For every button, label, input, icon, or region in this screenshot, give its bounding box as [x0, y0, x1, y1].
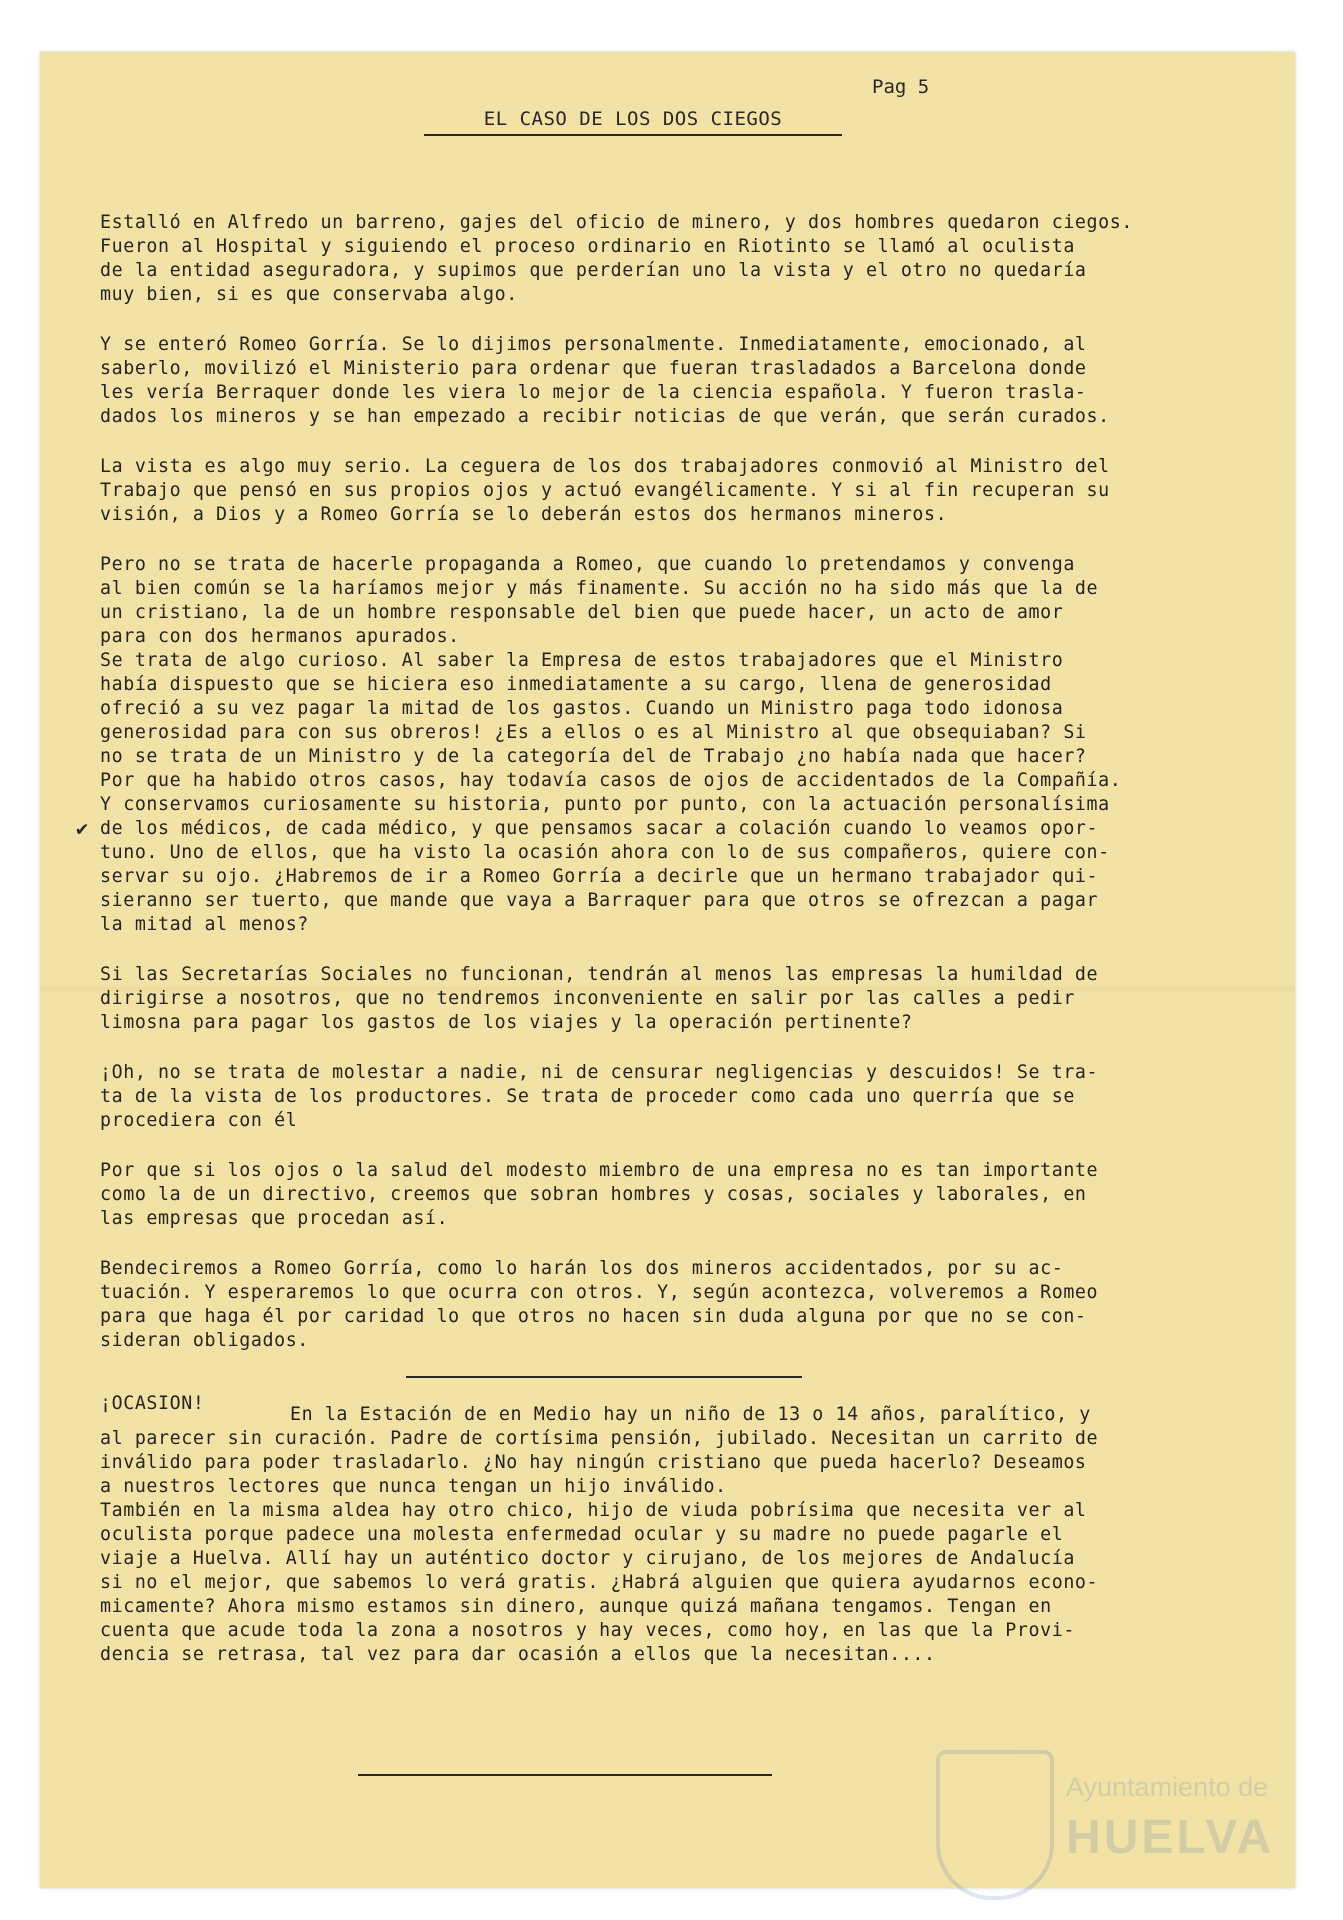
body-line: al parecer sin curación. Padre de cortísima pensión, jubilado. Necesitan un carrito de [100, 1428, 1099, 1449]
body-line: dencia se retrasa, tal vez para dar ocasión a ellos que la necesitan.... [100, 1644, 936, 1665]
body-line: la mitad al menos? [100, 914, 309, 935]
section-divider [406, 1376, 802, 1378]
body-line: las empresas que procedan así. [100, 1208, 449, 1229]
body-line: para con dos hermanos apurados. [100, 626, 460, 647]
body-line: a nuestros lectores que nunca tengan un hijo inválido. [100, 1476, 727, 1497]
body-line: Trabajo que pensó en sus propios ojos y actuó evangélicamente. Y si al fin recuperan su [100, 480, 1110, 501]
body-line: servar su ojo. ¿Habremos de ir a Romeo Gorría a decirle que un hermano trabajador qui- [100, 866, 1099, 887]
body-line: Fueron al Hospital y siguiendo el proceso ordinario en Riotinto se llamó al oculista [100, 236, 1075, 257]
body-line: cuenta que acude toda la zona a nosotros y hay veces, como hoy, en las que la Provi- [100, 1620, 1075, 1641]
page-number: Pag 5 [872, 76, 930, 98]
ayuntamiento-watermark [936, 1746, 1275, 1906]
watermark-line1: Ayuntamiento de [1066, 1772, 1269, 1802]
margin-mark: ✔ [76, 816, 89, 840]
body-line: En la Estación de en Medio hay un niño de 13 o 14 años, paralítico, y [290, 1404, 1091, 1425]
body-line: para que haga él por caridad lo que otros no hacen sin duda alguna por que no se con- [100, 1306, 1087, 1327]
body-line: si no el mejor, que sabemos lo verá gratis. ¿Habrá alguien que quiera ayudarnos econo- [100, 1572, 1099, 1593]
document-title: EL CASO DE LOS DOS CIEGOS [424, 108, 842, 136]
body-line: Si las Secretarías Sociales no funcionan, tendrán al menos las empresas la humildad de [100, 964, 1099, 985]
body-line: dados los mineros y se han empezado a recibir noticias de que verán, que serán curados. [100, 406, 1110, 427]
body-line: viaje a Huelva. Allí hay un auténtico doctor y cirujano, de los mejores de Andalucía [100, 1548, 1075, 1569]
body-line: sieranno ser tuerto, que mande que vaya a Barraquer para que otros se ofrezcan a pagar [100, 890, 1099, 911]
end-divider [358, 1774, 772, 1776]
coat-of-arms-icon [936, 1750, 1054, 1900]
body-line: Y conservamos curiosamente su historia, punto por punto, con la actuación personalísima [100, 794, 1110, 815]
body-line: visión, a Dios y a Romeo Gorría se lo deberán estos dos hermanos mineros. [100, 504, 948, 525]
body-line: de los médicos, de cada médico, y que pensamos sacar a colación cuando lo veamos opor- [100, 818, 1099, 839]
body-line: tuación. Y esperaremos lo que ocurra con otros. Y, según acontezca, volveremos a Romeo [100, 1282, 1099, 1303]
body-line: tuno. Uno de ellos, que ha visto la ocasión ahora con lo de sus compañeros, quiere con- [100, 842, 1110, 863]
body-line: Se trata de algo curioso. Al saber la Empresa de estos trabajadores que el Ministro [100, 650, 1064, 671]
body-line: dirigirse a nosotros, que no tendremos inconveniente en salir por las calles a pedir [100, 988, 1075, 1009]
body-line: Por que ha habido otros casos, hay todavía casos de ojos de accidentados de la Compañía. [100, 770, 1122, 791]
body-line: de la entidad aseguradora, y supimos que perderían uno la vista y el otro no quedaría [100, 260, 1087, 281]
body-line: sideran obligados. [100, 1330, 309, 1351]
body-line: no se trata de un Ministro y de la categoría del de Trabajo ¿no había nada que hacer? [100, 746, 1087, 767]
body-line: Por que si los ojos o la salud del modesto miembro de una empresa no es tan importante [100, 1160, 1099, 1181]
body-line: muy bien, si es que conservaba algo. [100, 284, 518, 305]
body-line: micamente? Ahora mismo estamos sin dinero, aunque quizá mañana tengamos. Tengan en [100, 1596, 1052, 1617]
body-line: al bien común se la haríamos mejor y más finamente. Su acción no ha sido más que la de [100, 578, 1099, 599]
body-line: Pero no se trata de hacerle propaganda a Romeo, que cuando lo pretendamos y convenga [100, 554, 1075, 575]
watermark-line2: HUELVA [1066, 1811, 1275, 1864]
ocasion-heading: ¡OCASION! [100, 1393, 205, 1414]
body-line: un cristiano, la de un hombre responsable del bien que puede hacer, un acto de amor [100, 602, 1064, 623]
body-line: como la de un directivo, creemos que sobran hombres y cosas, sociales y laborales, en [100, 1184, 1087, 1205]
body-line: saberlo, movilizó el Ministerio para ordenar que fueran trasladados a Barcelona donde [100, 358, 1087, 379]
body-line: La vista es algo muy serio. La ceguera de los dos trabajadores conmovió al Ministro del [100, 456, 1110, 477]
body-line: les vería Berraquer donde les viera lo mejor de la ciencia española. Y fueron trasla- [100, 382, 1087, 403]
body-line: Bendeciremos a Romeo Gorría, como lo harán los dos mineros accidentados, por su ac- [100, 1258, 1064, 1279]
body-line: Y se enteró Romeo Gorría. Se lo dijimos personalmente. Inmediatamente, emocionado, al [100, 334, 1087, 355]
body-line: limosna para pagar los gastos de los viajes y la operación pertinente? [100, 1012, 913, 1033]
body-line: procediera con él [100, 1110, 298, 1131]
body-line: ¡Oh, no se trata de molestar a nadie, ni de censurar negligencias y descuidos! Se tra- [100, 1062, 1099, 1083]
body-line: generosidad para con sus obreros! ¿Es a ellos o es al Ministro al que obsequiaban? Si [100, 722, 1087, 743]
body-line: Estalló en Alfredo un barreno, gajes del oficio de minero, y dos hombres quedaron ciegos. [100, 212, 1133, 233]
body-line: oculista porque padece una molesta enfermedad ocular y su madre no puede pagarle el [100, 1524, 1064, 1545]
body-line: inválido para poder trasladarlo. ¿No hay ningún cristiano que pueda hacerlo? Deseamos [100, 1452, 1087, 1473]
body-line: ofreció a su vez pagar la mitad de los gastos. Cuando un Ministro paga todo idonosa [100, 698, 1064, 719]
body-line: También en la misma aldea hay otro chico, hijo de viuda pobrísima que necesita ver al [100, 1500, 1087, 1521]
body-line: había dispuesto que se hiciera eso inmediatamente a su cargo, llena de generosidad [100, 674, 1052, 695]
body-line: ta de la vista de los productores. Se trata de proceder como cada uno querría que se [100, 1086, 1075, 1107]
